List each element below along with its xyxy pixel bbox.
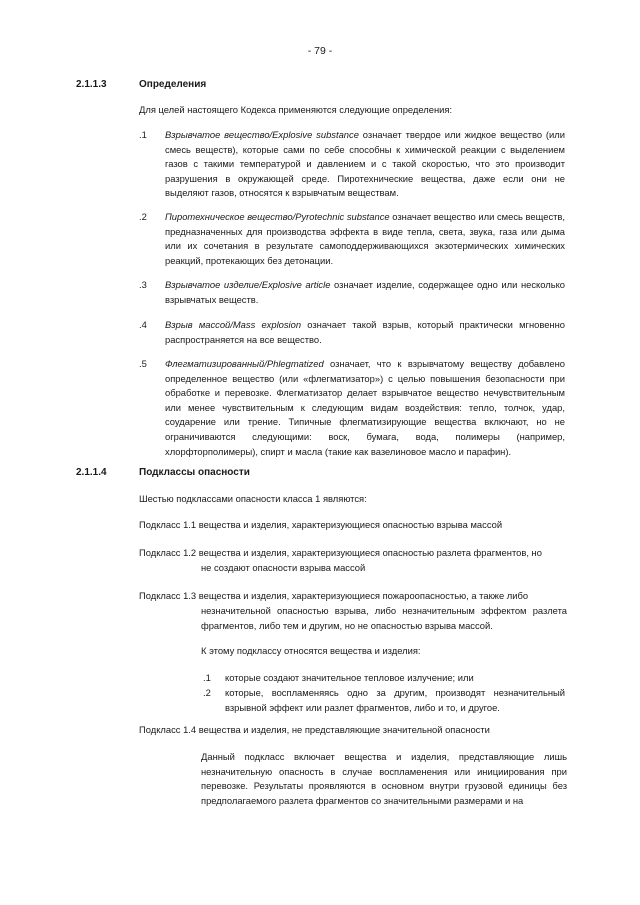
division-1-3-note: К этому подклассу относятся вещества и изделия: (201, 645, 421, 656)
section-title: Подклассы опасности (139, 467, 250, 478)
section-number: 2.1.1.3 (76, 79, 107, 90)
division-1-3-continuation: незначительной опасностью взрыва, либо незначительным эффектом разлета фрагментов, либо тем и другим, но не опасностью взрыва массой. (201, 605, 567, 631)
section-intro: Для целей настоящего Кодекса применяются следующие определения: (139, 104, 453, 115)
page-number: - 79 - (307, 45, 333, 57)
definition-text: означает, что к взрывчатому веществу добавлено определенное вещество (или «флегматизатор») с целью повышения безопасности при обработке и перевозке. Флегматизатор делает взрывчатое вещество нечувствительным или менее чувствительным к следующим видам воздействия: тепло, толчок, удар, соударение или трение. Типичные флегматизирующие вещества включают, но не ограничиваются следующими: воск, бумага, вода, полимеры (например, хлорфторполимеры), спирт и масла (такие как вазелиновое масло и парафин). (165, 358, 565, 457)
section-intro: Шестью подклассами опасности класса 1 являются: (139, 493, 367, 504)
division-1-2-continuation: не создают опасности взрыва массой (201, 562, 366, 573)
definition-text: означает такой взрыв, который практически мгновенно распространяется на все вещество. (165, 319, 565, 345)
definition-text: означает твердое или жидкое вещество (или смесь веществ), которые сами по себе способны к химической реакции с выделением газов с такими температурой и давлением и с такой скоростью, что это производит разрушения в окружающей среде. Пиротехнические вещества, даже если они не выделяют газов, относятся к взрывчатым веществам. (165, 129, 565, 199)
section-number: 2.1.1.4 (76, 467, 107, 478)
definition-term: Пиротехническое вещество/Pyrotechnic substance (165, 211, 390, 222)
definition-number: .2 (139, 211, 147, 222)
definition-paragraph (165, 318, 565, 347)
definition-paragraph (165, 357, 565, 459)
list-item-number: .2 (203, 687, 211, 698)
definition-paragraph (165, 128, 565, 201)
definition-text: означает вещество или смесь веществ, предназначенных для производства эффекта в виде тепла, света, звука, газа или дыма или их сочетания в результате самоподдерживающихся экзотермических химических реакций, протекающих без детонации. (165, 211, 566, 266)
definition-paragraph (165, 210, 565, 268)
section-title: Определения (139, 79, 207, 90)
definition-term: Взрывчатое изделие/Explosive article (165, 279, 331, 290)
definition-number: .4 (139, 319, 147, 330)
definition-term: Взрывчатое вещество/Explosive substance (165, 129, 359, 140)
definition-number: .5 (139, 358, 147, 369)
division-1-4: Подкласс 1.4 вещества и изделия, не представляющие значительной опасности (139, 724, 490, 735)
division-1-4-note: Данный подкласс включает вещества и изделия, представляющие лишь незначительную опасность в случае воспламенения или инициирования при перевозке. Результаты проявляются в основном внутри грузовой единицы без предполагаемого разлета фрагментов со значительными размерами и на (201, 751, 567, 806)
list-item-number: .1 (203, 672, 211, 683)
definition-number: .3 (139, 279, 147, 290)
definition-term: Флегматизированный/Phlegmatized (165, 358, 324, 369)
definition-text: означает изделие, содержащее одно или несколько взрывчатых веществ. (165, 279, 566, 305)
division-1-3: Подкласс 1.3 вещества и изделия, характеризующиеся пожароопасностью, а также либо (139, 590, 529, 601)
definition-paragraph (165, 278, 565, 307)
list-item: которые создают значительное тепловое излучение; или (225, 672, 474, 683)
division-1-1: Подкласс 1.1 вещества и изделия, характеризующиеся опасностью взрыва массой (139, 519, 503, 530)
definition-number: .1 (139, 129, 147, 140)
division-1-2: Подкласс 1.2 вещества и изделия, характеризующиеся опасностью разлета фрагментов, но (139, 547, 542, 558)
definition-term: Взрыв массой/Mass explosion (165, 319, 302, 330)
list-item: которые, воспламеняясь одно за другим, производят незначительный взрывной эффект или разлет фрагментов, либо и то, и другое. (225, 687, 565, 713)
